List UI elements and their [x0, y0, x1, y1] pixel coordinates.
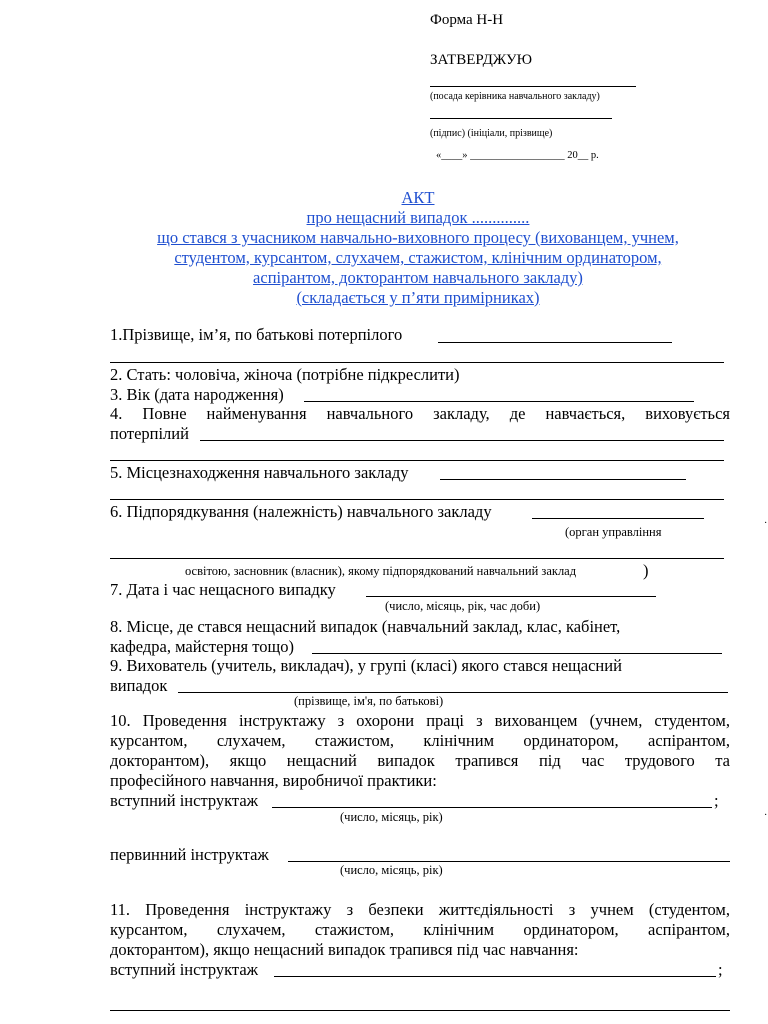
field-10-intro-label: вступний інструктаж: [110, 791, 259, 810]
field-9-label: 9. Вихователь (учитель, викладач), у групі (класі) якого стався нещасний: [110, 656, 622, 675]
edge-mark: ·: [764, 810, 768, 821]
field-10-primary-input[interactable]: [288, 861, 730, 862]
field-11-label-2: курсантом, слухачем, стажистом, клінічним ординатором, аспірантом,: [110, 920, 730, 939]
field-6-caption-paren: ): [643, 561, 649, 580]
field-6-input[interactable]: [532, 518, 704, 519]
field-4-label: 4. Повне найменування навчального закладу, де навчається, виховується: [110, 404, 730, 423]
field-5-label: 5. Місцезнаходження навчального закладу: [110, 463, 409, 482]
field-10-intro-input[interactable]: [272, 807, 712, 808]
field-6-input-cont[interactable]: [110, 558, 724, 559]
field-4-input[interactable]: [200, 440, 724, 441]
field-10-label-4: професійного навчання, виробничої практики:: [110, 771, 437, 790]
field-8-label-cont: кафедра, майстерня тощо): [110, 637, 294, 656]
approval-date-line[interactable]: «____» __________________ 20__ р.: [436, 150, 599, 161]
field-11-label: 11. Проведення інструктажу з безпеки життєдіяльності з учнем (студентом,: [110, 900, 730, 919]
signature-caption: (підпис) (ініціали, прізвище): [430, 128, 553, 139]
field-10-intro-semicolon: ;: [714, 791, 719, 810]
field-6-caption-1: (орган управління: [565, 525, 662, 539]
act-subtitle-line4: студентом, курсантом, слухачем, стажистом, клінічним ординатором,: [174, 248, 662, 267]
field-1-input[interactable]: [438, 342, 672, 343]
act-title: АКТ: [401, 188, 435, 207]
approve-heading: ЗАТВЕРДЖУЮ: [430, 52, 533, 68]
field-3-input[interactable]: [304, 401, 694, 402]
field-9-input[interactable]: [178, 692, 728, 693]
field-11-intro-label: вступний інструктаж: [110, 960, 259, 979]
edge-mark: ·: [764, 518, 768, 529]
field-10-label-2: курсантом, слухачем, стажистом, клінічним ординатором, аспірантом,: [110, 731, 730, 750]
field-8-input[interactable]: [312, 653, 722, 654]
field-6-caption-2: освітою, засновник (власник), якому підпорядкований навчальний заклад: [185, 564, 577, 578]
act-copies-note: (складається у п’яти примірниках): [296, 288, 540, 307]
field-3-label: 3. Вік (дата народження): [110, 385, 284, 404]
field-9-label-cont: випадок: [110, 676, 168, 695]
field-10-caption-1: (число, місяць, рік): [340, 810, 443, 824]
field-5-input[interactable]: [440, 479, 686, 480]
field-6-label: 6. Підпорядкування (належність) навчального закладу: [110, 502, 492, 521]
field-11-intro-input[interactable]: [274, 976, 716, 977]
field-1-label: 1.Прізвище, ім’я, по батькові потерпілого: [110, 325, 403, 344]
field-10-label: 10. Проведення інструктажу з охорони праці з вихованцем (учнем, студентом,: [110, 711, 730, 730]
position-line[interactable]: [430, 86, 636, 87]
field-11-intro-semicolon: ;: [718, 960, 723, 979]
field-5-input-cont[interactable]: [110, 499, 724, 500]
field-10-label-3: докторантом), якщо нещасний випадок трапився під час трудового та: [110, 751, 730, 770]
field-10-caption-2: (число, місяць, рік): [340, 863, 443, 877]
form-label: Форма Н-Н: [430, 12, 504, 28]
field-8-label: 8. Місце, де стався нещасний випадок (навчальний заклад, клас, кабінет,: [110, 617, 621, 636]
field-2-label: 2. Стать: чоловіча, жіноча (потрібне підкреслити): [110, 365, 460, 384]
act-subtitle-line5: аспірантом, докторантом навчального закладу): [253, 268, 583, 287]
act-subtitle: про нещасний випадок ..............: [306, 208, 530, 227]
field-7-caption: (число, місяць, рік, час доби): [385, 599, 541, 613]
field-9-caption: (прізвище, ім'я, по батькові): [294, 694, 444, 708]
field-1-input-cont[interactable]: [110, 362, 724, 363]
field-11-label-3: докторантом), якщо нещасний випадок трапився під час навчання:: [110, 940, 579, 959]
field-10-primary-label: первинний інструктаж: [110, 845, 269, 864]
field-7-input[interactable]: [366, 596, 656, 597]
signature-line[interactable]: [430, 118, 612, 119]
field-4-label-cont: потерпілий: [110, 424, 189, 443]
field-7-label: 7. Дата і час нещасного випадку: [110, 580, 336, 599]
act-subtitle-line3: що стався з учасником навчально-виховного процесу (вихованцем, учнем,: [157, 228, 679, 247]
position-caption: (посада керівника навчального закладу): [430, 91, 600, 102]
field-4-input-cont[interactable]: [110, 460, 724, 461]
field-11-input-cont[interactable]: [110, 1010, 730, 1011]
